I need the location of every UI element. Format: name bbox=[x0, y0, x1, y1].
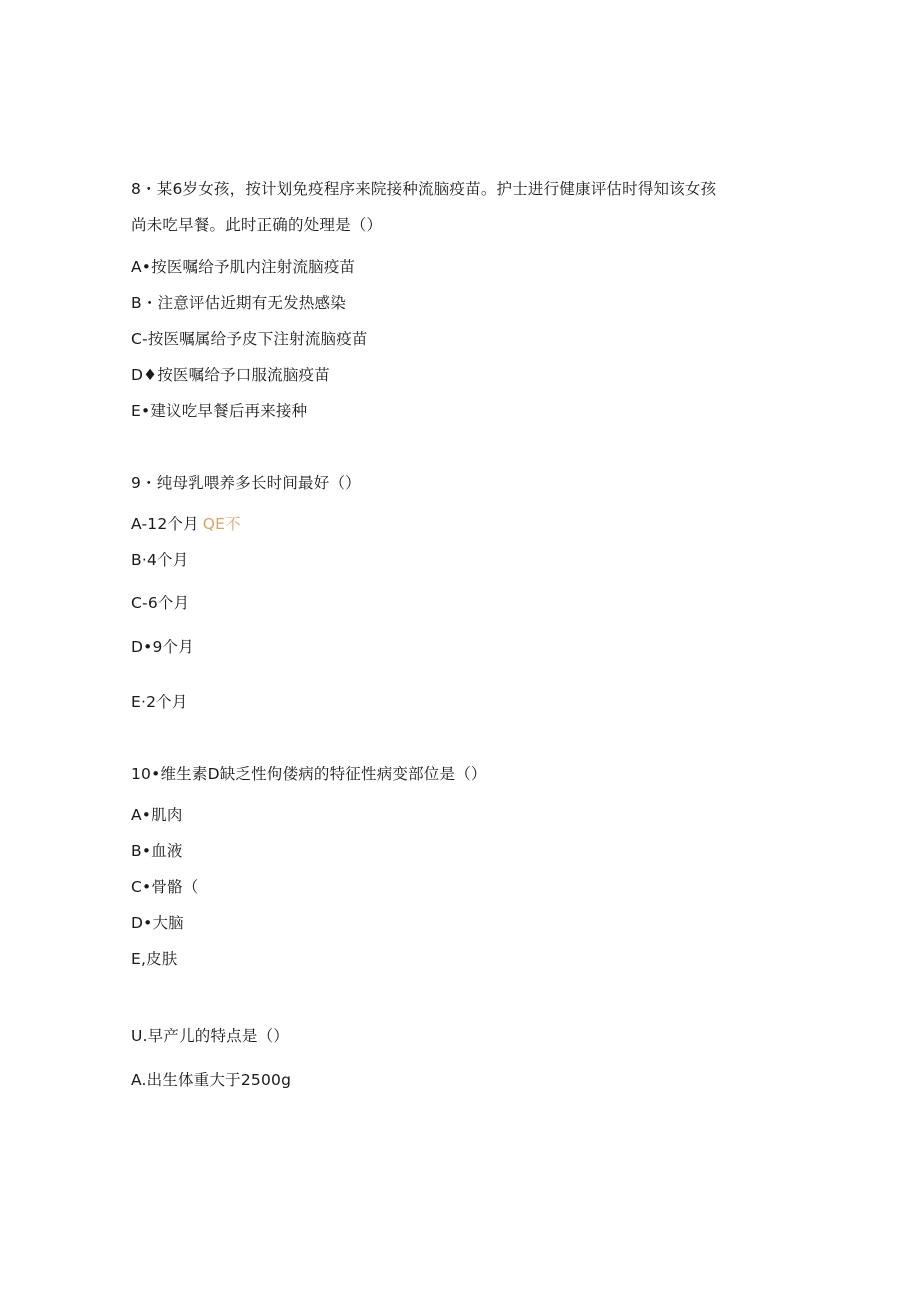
handwritten-annotation: QE不 bbox=[202, 515, 241, 533]
question-8-option-b: B・注意评估近期有无发热感染 bbox=[131, 294, 346, 312]
question-8-option-a: A•按医嘱给予肌内注射流脑疫苗 bbox=[131, 258, 356, 276]
question-9-stem: 9・纯母乳喂养多长时间最好（） bbox=[131, 474, 361, 492]
question-11-stem: U.早产儿的特点是（） bbox=[131, 1027, 289, 1045]
question-8-option-d: D♦按医嘱给予口服流脑疫苗 bbox=[131, 366, 330, 384]
question-9-option-c: C-6个月 bbox=[131, 594, 190, 612]
question-8-stem-line-2: 尚未吃早餐。此时正确的处理是（） bbox=[131, 216, 383, 234]
question-8-option-c: C-按医嘱属给予皮下注射流脑疫苗 bbox=[131, 330, 368, 348]
question-10-option-b: B•血液 bbox=[131, 842, 183, 860]
question-9-option-b: B·4个月 bbox=[131, 551, 189, 569]
question-9-option-d: D•9个月 bbox=[131, 638, 194, 656]
question-10-option-d: D•大脑 bbox=[131, 914, 184, 932]
question-10-option-c: C•骨骼（ bbox=[131, 878, 199, 896]
question-11-option-a: A.出生体重大于2500g bbox=[131, 1071, 292, 1089]
question-10-option-e: E,皮肤 bbox=[131, 950, 178, 968]
question-10-stem: 10•维生素D缺乏性佝偻病的特征性病变部位是（） bbox=[131, 765, 487, 783]
question-8-stem-line-1: 8・某6岁女孩，按计划免疫程序来院接种流脑疫苗。护士进行健康评估时得知该女孩 bbox=[131, 180, 717, 198]
question-8-option-e: E•建议吃早餐后再来接种 bbox=[131, 402, 308, 420]
question-9-option-e: E·2个月 bbox=[131, 693, 188, 711]
question-10-option-a: A•肌肉 bbox=[131, 806, 183, 824]
question-9-option-a: A-12个月 bbox=[131, 515, 199, 533]
question-9-option-a-row bbox=[131, 514, 241, 534]
